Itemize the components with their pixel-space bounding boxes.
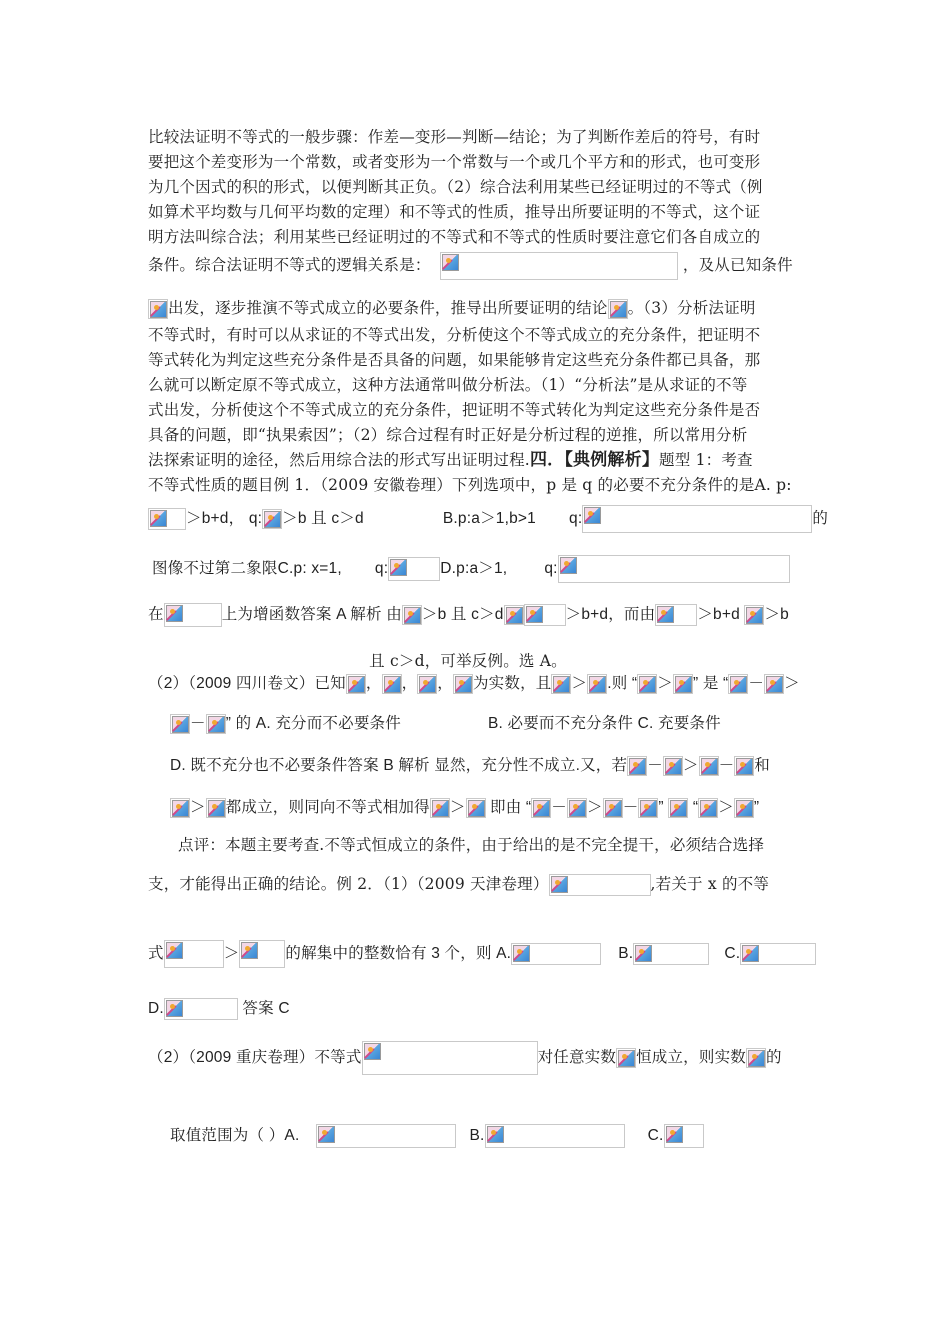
text-span: 式	[148, 945, 164, 963]
broken-image-icon	[610, 301, 627, 318]
text-span: ＞	[223, 945, 240, 963]
text-span: ＞	[587, 799, 603, 817]
broken-image-icon	[736, 758, 753, 775]
text-line: 不等式时，有时可以从求证的不等式出发，分析使这个不等式成立的充分条件，把证明不	[148, 326, 761, 344]
text-line: 比较法证明不等式的一般步骤：作差—变形—判断—结论；为了判断作差后的符号，有时	[148, 128, 761, 146]
text-span: ，	[365, 675, 382, 693]
formula-image	[485, 1124, 625, 1148]
text-line	[148, 940, 808, 968]
text-line: 明方法叫综合法；利用某些已经证明过的不等式和不等式的性质时要注意它们各自成立的	[148, 228, 761, 246]
formula-image	[524, 604, 566, 626]
broken-image-icon	[639, 676, 656, 693]
formula-image	[699, 756, 719, 776]
broken-image-icon	[241, 942, 258, 959]
text-span: 都成立，则同向不等式相加得	[225, 799, 430, 817]
text-span: ＞b 且 c＞d	[421, 606, 504, 624]
formula-image	[148, 299, 168, 319]
broken-image-icon	[348, 676, 365, 693]
broken-image-icon	[208, 716, 225, 733]
formula-image	[627, 756, 647, 776]
text-line	[148, 1041, 808, 1075]
broken-image-icon	[640, 800, 657, 817]
text-span: －	[551, 799, 567, 817]
formula-image	[637, 674, 657, 694]
broken-image-icon	[172, 800, 189, 817]
text-span: ” 的 A. 充分而不必要条件	[225, 715, 401, 733]
broken-image-icon	[264, 511, 281, 528]
formula-image	[549, 874, 651, 896]
text-span: D.p:a＞1,	[440, 560, 508, 578]
text-span: 在	[148, 606, 164, 624]
formula-image	[633, 943, 709, 965]
formula-image	[587, 674, 607, 694]
broken-image-icon	[670, 800, 687, 817]
text-span: 上为增函数答案 A 解析 由	[221, 606, 402, 624]
text-line: 点评：本题主要考查.不等式恒成立的条件，由于给出的是不完全提干，必须结合选择	[178, 836, 765, 854]
text-span: ＞	[657, 675, 673, 693]
broken-image-icon	[766, 676, 783, 693]
text-span: q:	[374, 560, 389, 578]
broken-image-icon	[150, 301, 167, 318]
text-span: －	[190, 715, 206, 733]
text-span: B.	[618, 945, 634, 963]
formula-image	[664, 1124, 704, 1148]
text-span: ”	[753, 799, 760, 817]
formula-image	[206, 714, 226, 734]
text-span: .则 “	[607, 675, 638, 693]
text-span: ＞	[784, 675, 800, 693]
text-span: －	[622, 799, 639, 817]
text-span: （2）（2009 重庆卷理）不等式	[148, 1049, 362, 1067]
broken-image-icon	[390, 559, 407, 576]
formula-image	[734, 798, 754, 818]
section-heading: 四．【典例解析】	[529, 450, 660, 470]
text-span: 的	[812, 510, 829, 528]
formula-image	[362, 1041, 538, 1075]
text-line: 式出发，分析使这个不等式成立的充分条件，把证明不等式转化为判定这些充分条件是否	[148, 401, 761, 419]
text-span: B.p:a＞1,b>1	[442, 510, 537, 528]
formula-image	[440, 252, 678, 280]
broken-image-icon	[166, 942, 183, 959]
text-span: D. 既不充分也不必要条件答案 B 解析 显然，充分性不成立.又，若	[170, 757, 628, 775]
broken-image-icon	[526, 606, 543, 623]
text-span: 法探索证明的途径，然后用综合法的形式写出证明过程.	[148, 451, 530, 469]
text-line	[148, 603, 808, 627]
formula-image	[170, 714, 190, 734]
formula-image	[638, 798, 658, 818]
text-line: 具备的问题，即“执果索因”；（2）综合过程有时正好是分析过程的逆推，所以常用分析	[148, 426, 748, 444]
broken-image-icon	[736, 800, 753, 817]
text-span: ＞b 且 c＞d	[282, 510, 364, 528]
text-span: C.	[647, 1127, 664, 1145]
text-span: ＞	[571, 675, 588, 693]
text-span: ＞b+d，	[186, 510, 245, 528]
text-span: ＞	[190, 799, 206, 817]
broken-image-icon	[730, 676, 747, 693]
formula-image	[744, 605, 764, 625]
text-line	[148, 298, 808, 319]
text-span: ”	[658, 799, 664, 817]
formula-image	[466, 798, 486, 818]
broken-image-icon	[629, 758, 646, 775]
text-line: 要把这个差变形为一个常数，或者变形为一个常数与一个或几个平方和的形式，也可变形	[148, 153, 761, 171]
text-span: 。（3）分析法证明	[627, 299, 756, 317]
text-line	[148, 505, 829, 533]
broken-image-icon	[468, 800, 485, 817]
formula-image	[170, 798, 190, 818]
text-span: 的解集中的整数恰有 3 个，则 A.	[285, 945, 512, 963]
text-span: ＞	[682, 757, 699, 775]
text-span: －	[748, 675, 765, 693]
text-span: 取值范围为（ ）A.	[170, 1127, 300, 1145]
formula-image	[402, 605, 422, 625]
broken-image-icon	[742, 945, 759, 962]
text-span: B. 必要而不充分条件 C. 充要条件	[487, 715, 721, 733]
broken-image-icon	[455, 676, 472, 693]
text-span: 出发，逐步推演不等式成立的必要条件，推导出所要证明的结论	[168, 299, 608, 317]
broken-image-icon	[618, 1050, 635, 1067]
text-span: ＞	[449, 799, 466, 817]
text-line	[170, 1124, 830, 1148]
formula-image	[206, 798, 226, 818]
formula-image	[740, 943, 816, 965]
text-span: 图像不过第二象限C.p: x=1,	[152, 560, 342, 578]
formula-image	[504, 605, 524, 625]
broken-image-icon	[605, 800, 622, 817]
text-span: 答案 C	[242, 1000, 290, 1018]
text-span: －	[647, 757, 663, 775]
broken-image-icon	[364, 1043, 381, 1060]
broken-image-icon	[666, 1126, 683, 1143]
formula-image	[551, 674, 571, 694]
broken-image-icon	[665, 758, 682, 775]
broken-image-icon	[150, 510, 167, 527]
text-span: ，	[437, 675, 453, 693]
text-span: D.	[148, 1000, 164, 1018]
text-line: 为几个因式的积的形式，以便判断其正负。（2）综合法利用某些已经证明过的不等式（例	[148, 178, 763, 196]
formula-image	[382, 674, 402, 694]
broken-image-icon	[701, 758, 718, 775]
text-span: C.	[724, 945, 741, 963]
formula-image	[616, 1048, 636, 1068]
broken-image-icon	[432, 800, 449, 817]
text-line: 么就可以断定原不等式成立，这种方法通常叫做分析法。（1）“分析法”是从求证的不等	[148, 376, 748, 394]
text-span: “	[692, 799, 699, 817]
broken-image-icon	[746, 607, 763, 624]
broken-image-icon	[584, 507, 601, 524]
text-span: 对任意实数	[537, 1049, 617, 1067]
formula-image	[164, 940, 224, 968]
broken-image-icon	[172, 716, 189, 733]
broken-image-icon	[748, 1050, 765, 1067]
formula-image	[673, 674, 693, 694]
text-line: 且 c＞d，可举反例。选 A。	[369, 652, 567, 670]
text-span: 支，才能得出正确的结论。例 2．（1）（2009 天津卷理）	[148, 875, 549, 893]
formula-image	[668, 798, 688, 818]
formula-image	[655, 604, 697, 626]
formula-image	[746, 1048, 766, 1068]
text-line	[148, 555, 808, 583]
text-span: ＞b+d，而由	[565, 606, 656, 624]
formula-image	[663, 756, 683, 776]
text-span: －	[718, 757, 735, 775]
formula-image	[430, 798, 450, 818]
broken-image-icon	[700, 800, 717, 817]
formula-image	[148, 508, 186, 530]
text-line	[148, 674, 808, 694]
formula-image	[164, 998, 238, 1020]
formula-image	[728, 674, 748, 694]
broken-image-icon	[166, 1000, 183, 1017]
text-line	[170, 714, 830, 734]
formula-image	[734, 756, 754, 776]
text-line	[148, 252, 808, 280]
broken-image-icon	[208, 800, 225, 817]
text-span: 恒成立，则实数	[636, 1049, 746, 1067]
formula-image	[164, 603, 222, 627]
broken-image-icon	[553, 676, 570, 693]
broken-image-icon	[551, 876, 568, 893]
broken-image-icon	[675, 676, 692, 693]
text-line	[148, 450, 808, 470]
text-line: 不等式性质的题目例 1．（2009 安徽卷理）下列选项中，p 是 q 的必要不充分条件的是A. p:	[148, 476, 792, 494]
formula-image	[346, 674, 366, 694]
broken-image-icon	[657, 606, 674, 623]
broken-image-icon	[384, 676, 401, 693]
text-span: ＞b	[764, 606, 789, 624]
text-line	[148, 998, 808, 1020]
formula-image	[764, 674, 784, 694]
formula-image	[316, 1124, 456, 1148]
text-span: 为实数，且	[472, 675, 552, 693]
text-span: ，及从已知条件	[682, 256, 793, 274]
formula-image	[603, 798, 623, 818]
text-span: 题型 1：考查	[659, 451, 753, 469]
broken-image-icon	[533, 800, 550, 817]
broken-image-icon	[513, 945, 530, 962]
formula-image	[262, 509, 282, 529]
text-span: 即由 “	[485, 799, 532, 817]
formula-image	[698, 798, 718, 818]
formula-image	[567, 798, 587, 818]
text-span: ，	[401, 675, 418, 693]
text-span: B.	[469, 1127, 485, 1145]
broken-image-icon	[560, 557, 577, 574]
text-span: ” 是 “	[692, 675, 729, 693]
text-span: 的	[765, 1049, 782, 1067]
text-span: ＞	[718, 799, 734, 817]
text-line: 等式转化为判定这些充分条件是否具备的问题，如果能够肯定这些充分条件都已具备，那	[148, 351, 761, 369]
broken-image-icon	[166, 605, 183, 622]
formula-image	[511, 943, 601, 965]
formula-image	[558, 555, 790, 583]
broken-image-icon	[487, 1126, 504, 1143]
formula-image	[582, 505, 812, 533]
broken-image-icon	[506, 607, 523, 624]
broken-image-icon	[589, 676, 606, 693]
broken-image-icon	[318, 1126, 335, 1143]
text-line	[170, 756, 830, 776]
formula-image	[453, 674, 473, 694]
text-span: q:	[569, 510, 583, 528]
formula-image	[239, 940, 285, 968]
formula-image	[417, 674, 437, 694]
broken-image-icon	[635, 945, 652, 962]
broken-image-icon	[419, 676, 436, 693]
text-span: ＞b+d	[697, 606, 740, 624]
text-line: 如算术平均数与几何平均数的定理）和不等式的性质，推导出所要证明的不等式，这个证	[148, 203, 761, 221]
broken-image-icon	[404, 607, 421, 624]
formula-image	[531, 798, 551, 818]
text-span: 和	[754, 757, 770, 775]
text-line	[170, 798, 830, 818]
text-span: ,若关于 x 的不等	[650, 875, 770, 893]
text-span: （2）（2009 四川卷文）已知	[148, 675, 346, 693]
text-line	[148, 874, 808, 896]
text-span: q:	[248, 510, 263, 528]
text-span: q:	[544, 560, 558, 578]
formula-image	[608, 299, 628, 319]
broken-image-icon	[442, 254, 459, 271]
text-span: 条件。综合法证明不等式的逻辑关系是：	[148, 256, 431, 274]
broken-image-icon	[569, 800, 586, 817]
formula-image	[388, 557, 440, 581]
